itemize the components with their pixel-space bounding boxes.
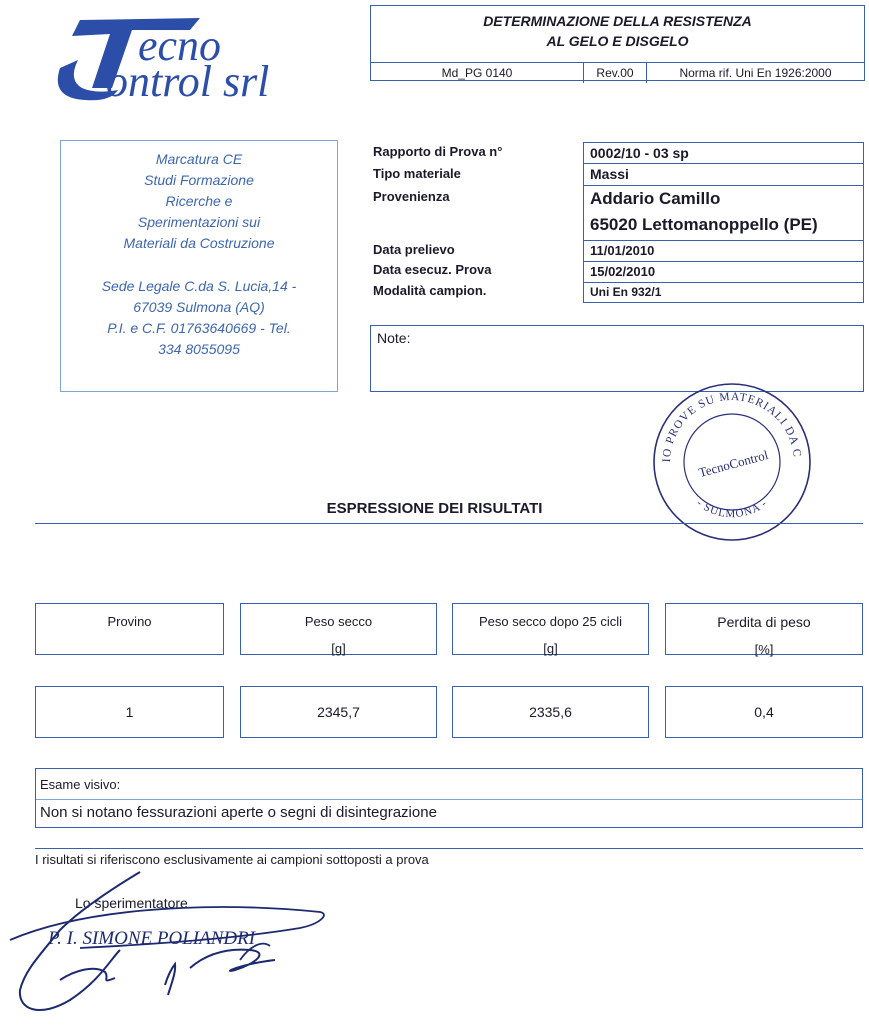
doc-code: Md_PG 0140 (371, 63, 584, 83)
svg-text:ontrol srl: ontrol srl (106, 57, 270, 106)
signer-label: Lo sperimentatore (75, 895, 188, 911)
value-peso-secco: 2345,7 (240, 686, 437, 738)
sampling-method: Uni En 932/1 (590, 285, 662, 299)
doc-norm: Norma rif. Uni En 1926:2000 (679, 66, 832, 80)
visual-exam-label: Esame visivo: (40, 777, 121, 792)
document-header (370, 5, 865, 81)
report-number: 0002/10 - 03 sp (584, 143, 863, 164)
document-title: DETERMINAZIONE DELLA RESISTENZA AL GELO E DISGELO (483, 13, 752, 49)
test-date: 15/02/2010 (584, 262, 863, 283)
header-perdita: Perdita di peso [%] (665, 603, 863, 655)
sampling-date: 11/01/2010 (584, 241, 863, 262)
origin-name: Addario Camillo (590, 189, 721, 208)
material-type: Massi (584, 164, 863, 186)
notes-label: Note: (377, 330, 411, 346)
doc-revision: Rev.00 (584, 63, 647, 83)
report-values (583, 142, 864, 303)
results-section-title: ESPRESSIONE DEI RISULTATI (326, 500, 543, 517)
results-footnote: I risultati si riferiscono esclusivamente ai campioni sottoposti a prova (35, 852, 429, 867)
svg-text:- SULMONA -: - SULMONA - (694, 497, 770, 521)
svg-text:TecnoControl: TecnoControl (696, 447, 770, 481)
origin-address: 65020 Lettomanoppello (PE) (584, 211, 863, 241)
header-meta-row (371, 62, 864, 83)
value-peso-secco-dopo: 2335,6 (452, 686, 649, 738)
company-logo (40, 8, 350, 108)
section-divider (35, 523, 863, 524)
visual-exam-box (35, 768, 863, 828)
footer-divider (35, 848, 863, 849)
company-info: Marcatura CE Studi Formazione Ricerche e Sperimentazioni sui Materiali da Costruzione Sede Legale C.da S. Lucia,14 - 67039 Sulmona (AQ) P.I. e C.F. 01763640669 - Tel. 334 8055095 (60, 140, 338, 392)
value-perdita: 0,4 (665, 686, 863, 738)
header-provino: Provino (35, 603, 224, 655)
header-peso-secco-dopo: Peso secco dopo 25 cicli [g] (452, 603, 649, 655)
header-peso-secco: Peso secco [g] (240, 603, 437, 655)
handwritten-signature (0, 860, 360, 1024)
svg-text:ecno: ecno (138, 21, 222, 70)
value-provino: 1 (35, 686, 224, 738)
visual-exam-text: Non si notano fessurazioni aperte o segni di disintegrazione (40, 804, 437, 821)
svg-text:LABORATORIO PROVE SU MATERIALI: IO PROVE SU MATERIALI DA C (660, 390, 803, 463)
signer-name: P. I. SIMONE POLIANDRI (48, 928, 256, 949)
